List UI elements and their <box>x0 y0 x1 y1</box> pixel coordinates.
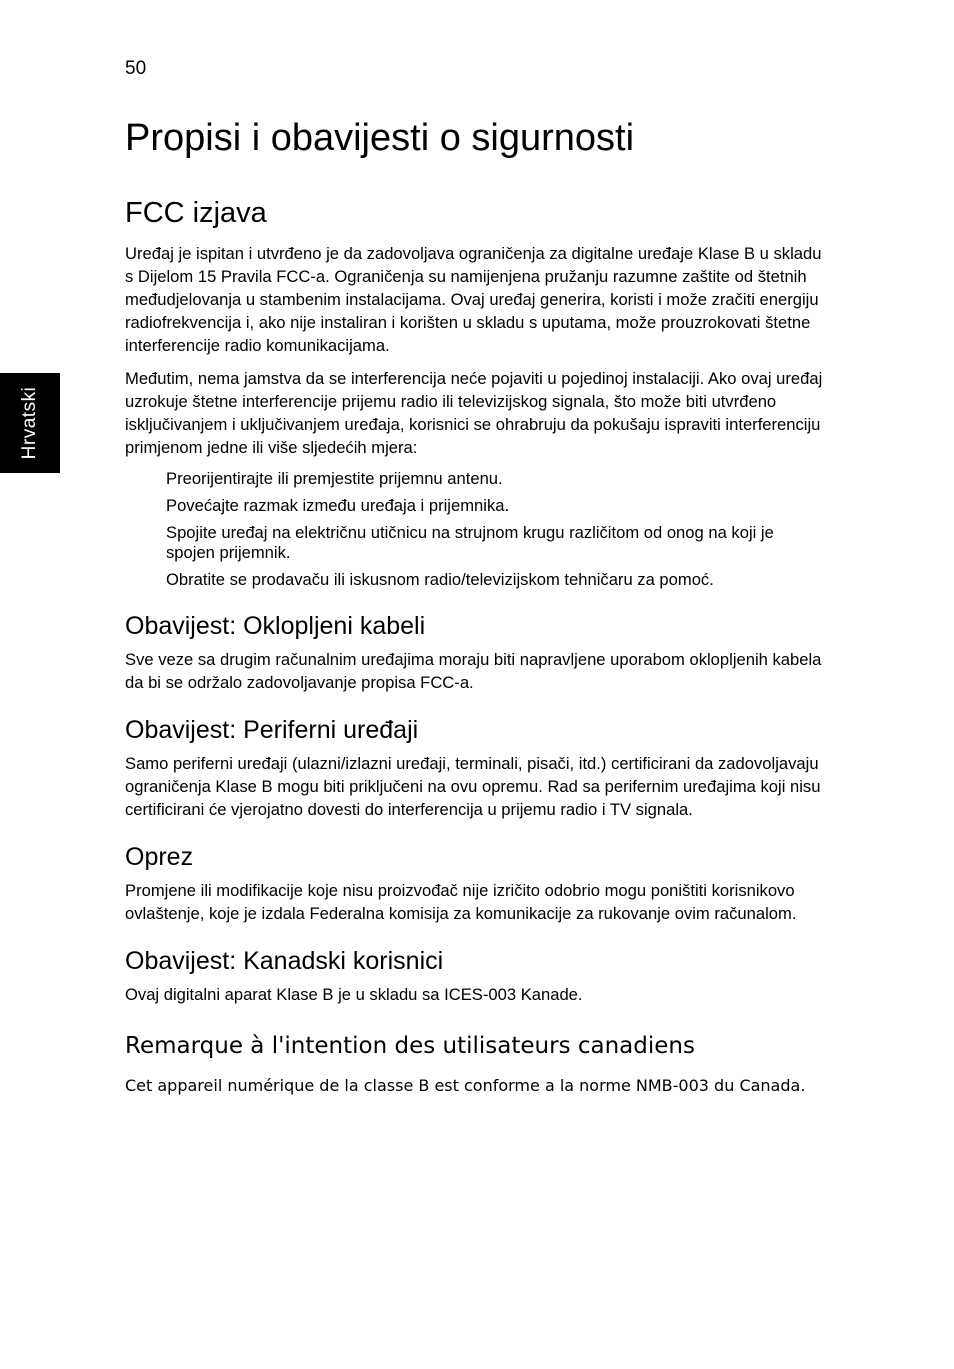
peripheral-devices-text: Samo periferni uređaji (ulazni/izlazni uređaji, terminali, pisači, itd.) certificirani da zadovoljavaju ograničenja Klase B mogu biti priključeni na ovu opremu. Rad sa perifernim uređajima koji nisu certificirani će vjerojatno dovesti do interferencija u prijemu radio i TV signala. <box>125 754 821 819</box>
shielded-cables-text: Sve veze sa drugim računalnim uređajima moraju biti napravljene uporabom oklopljenih kabela da bi se održalo zadovoljavanje propisa FCC-a. <box>125 650 822 692</box>
peripheral-devices-heading: Obavijest: Periferni uređaji <box>125 716 419 744</box>
canadian-users-fr-heading: Remarque à l'intention des utilisateurs canadiens <box>125 1033 695 1059</box>
fcc-heading: FCC izjava <box>125 197 267 229</box>
canadian-users-heading: Obavijest: Kanadski korisnici <box>125 947 444 975</box>
language-side-tab-label: Hrvatski <box>19 386 40 460</box>
page-title: Propisi i obavijesti o sigurnosti <box>125 117 635 159</box>
shielded-cables-heading: Obavijest: Oklopljeni kabeli <box>125 612 426 640</box>
page-content <box>125 110 825 1111</box>
fcc-paragraph-2: Međutim, nema jamstva da se interferencija neće pojaviti u pojedinoj instalaciji. Ako ovaj uređaj uzrokuje štetne interferencije prijemu radio ili televizijskog signala, što može biti utvrđeno isključivanjem i uključivanjem uređaja, korisnici se ohrabruju da pokušaju ispraviti interferenciju primjenom jedne ili više sljedećih mjera: <box>125 369 823 457</box>
fcc-paragraph-1: Uređaj je ispitan i utvrđeno je da zadovoljava ograničenja za digitalne uređaje Klase B u skladu s Dijelom 15 Pravila FCC-a. Ograničenja su namijenjena pružanju razumne zaštite od štetnih međudjelovanja u stambenim instalacijama. Ovaj uređaj generira, koristi i može zračiti energiju radiofrekvencija i, ako nije instaliran i korišten u skladu s uputama, može prouzrokovati štetne interferencije radio komunikacijama. <box>125 244 822 355</box>
list-item: Obratite se prodavaču ili iskusnom radio/televizijskom tehničaru za pomoć. <box>166 570 714 589</box>
list-item: Preorijentirajte ili premjestite prijemnu antenu. <box>166 469 503 488</box>
list-item: Spojite uređaj na električnu utičnicu na strujnom krugu različitom od onog na koji je spojen prijemnik. <box>166 523 774 562</box>
canadian-users-text: Ovaj digitalni aparat Klase B je u skladu sa ICES-003 Kanade. <box>125 985 583 1004</box>
language-side-tab <box>0 373 60 473</box>
caution-text: Promjene ili modifikacije koje nisu proizvođač nije izričito odobrio mogu poništiti korisnikovo ovlaštenje, koje je izdala Federalna komisija za komunikacije za rukovanje ovim računalom. <box>125 881 797 923</box>
page-number: 50 <box>125 58 147 79</box>
list-item: Povećajte razmak između uređaja i prijemnika. <box>166 496 510 515</box>
canadian-users-fr-text: Cet appareil numérique de la classe B est conforme a la norme NMB-003 du Canada. <box>125 1076 806 1095</box>
caution-heading: Oprez <box>125 843 194 871</box>
fcc-measures-list <box>125 469 825 590</box>
